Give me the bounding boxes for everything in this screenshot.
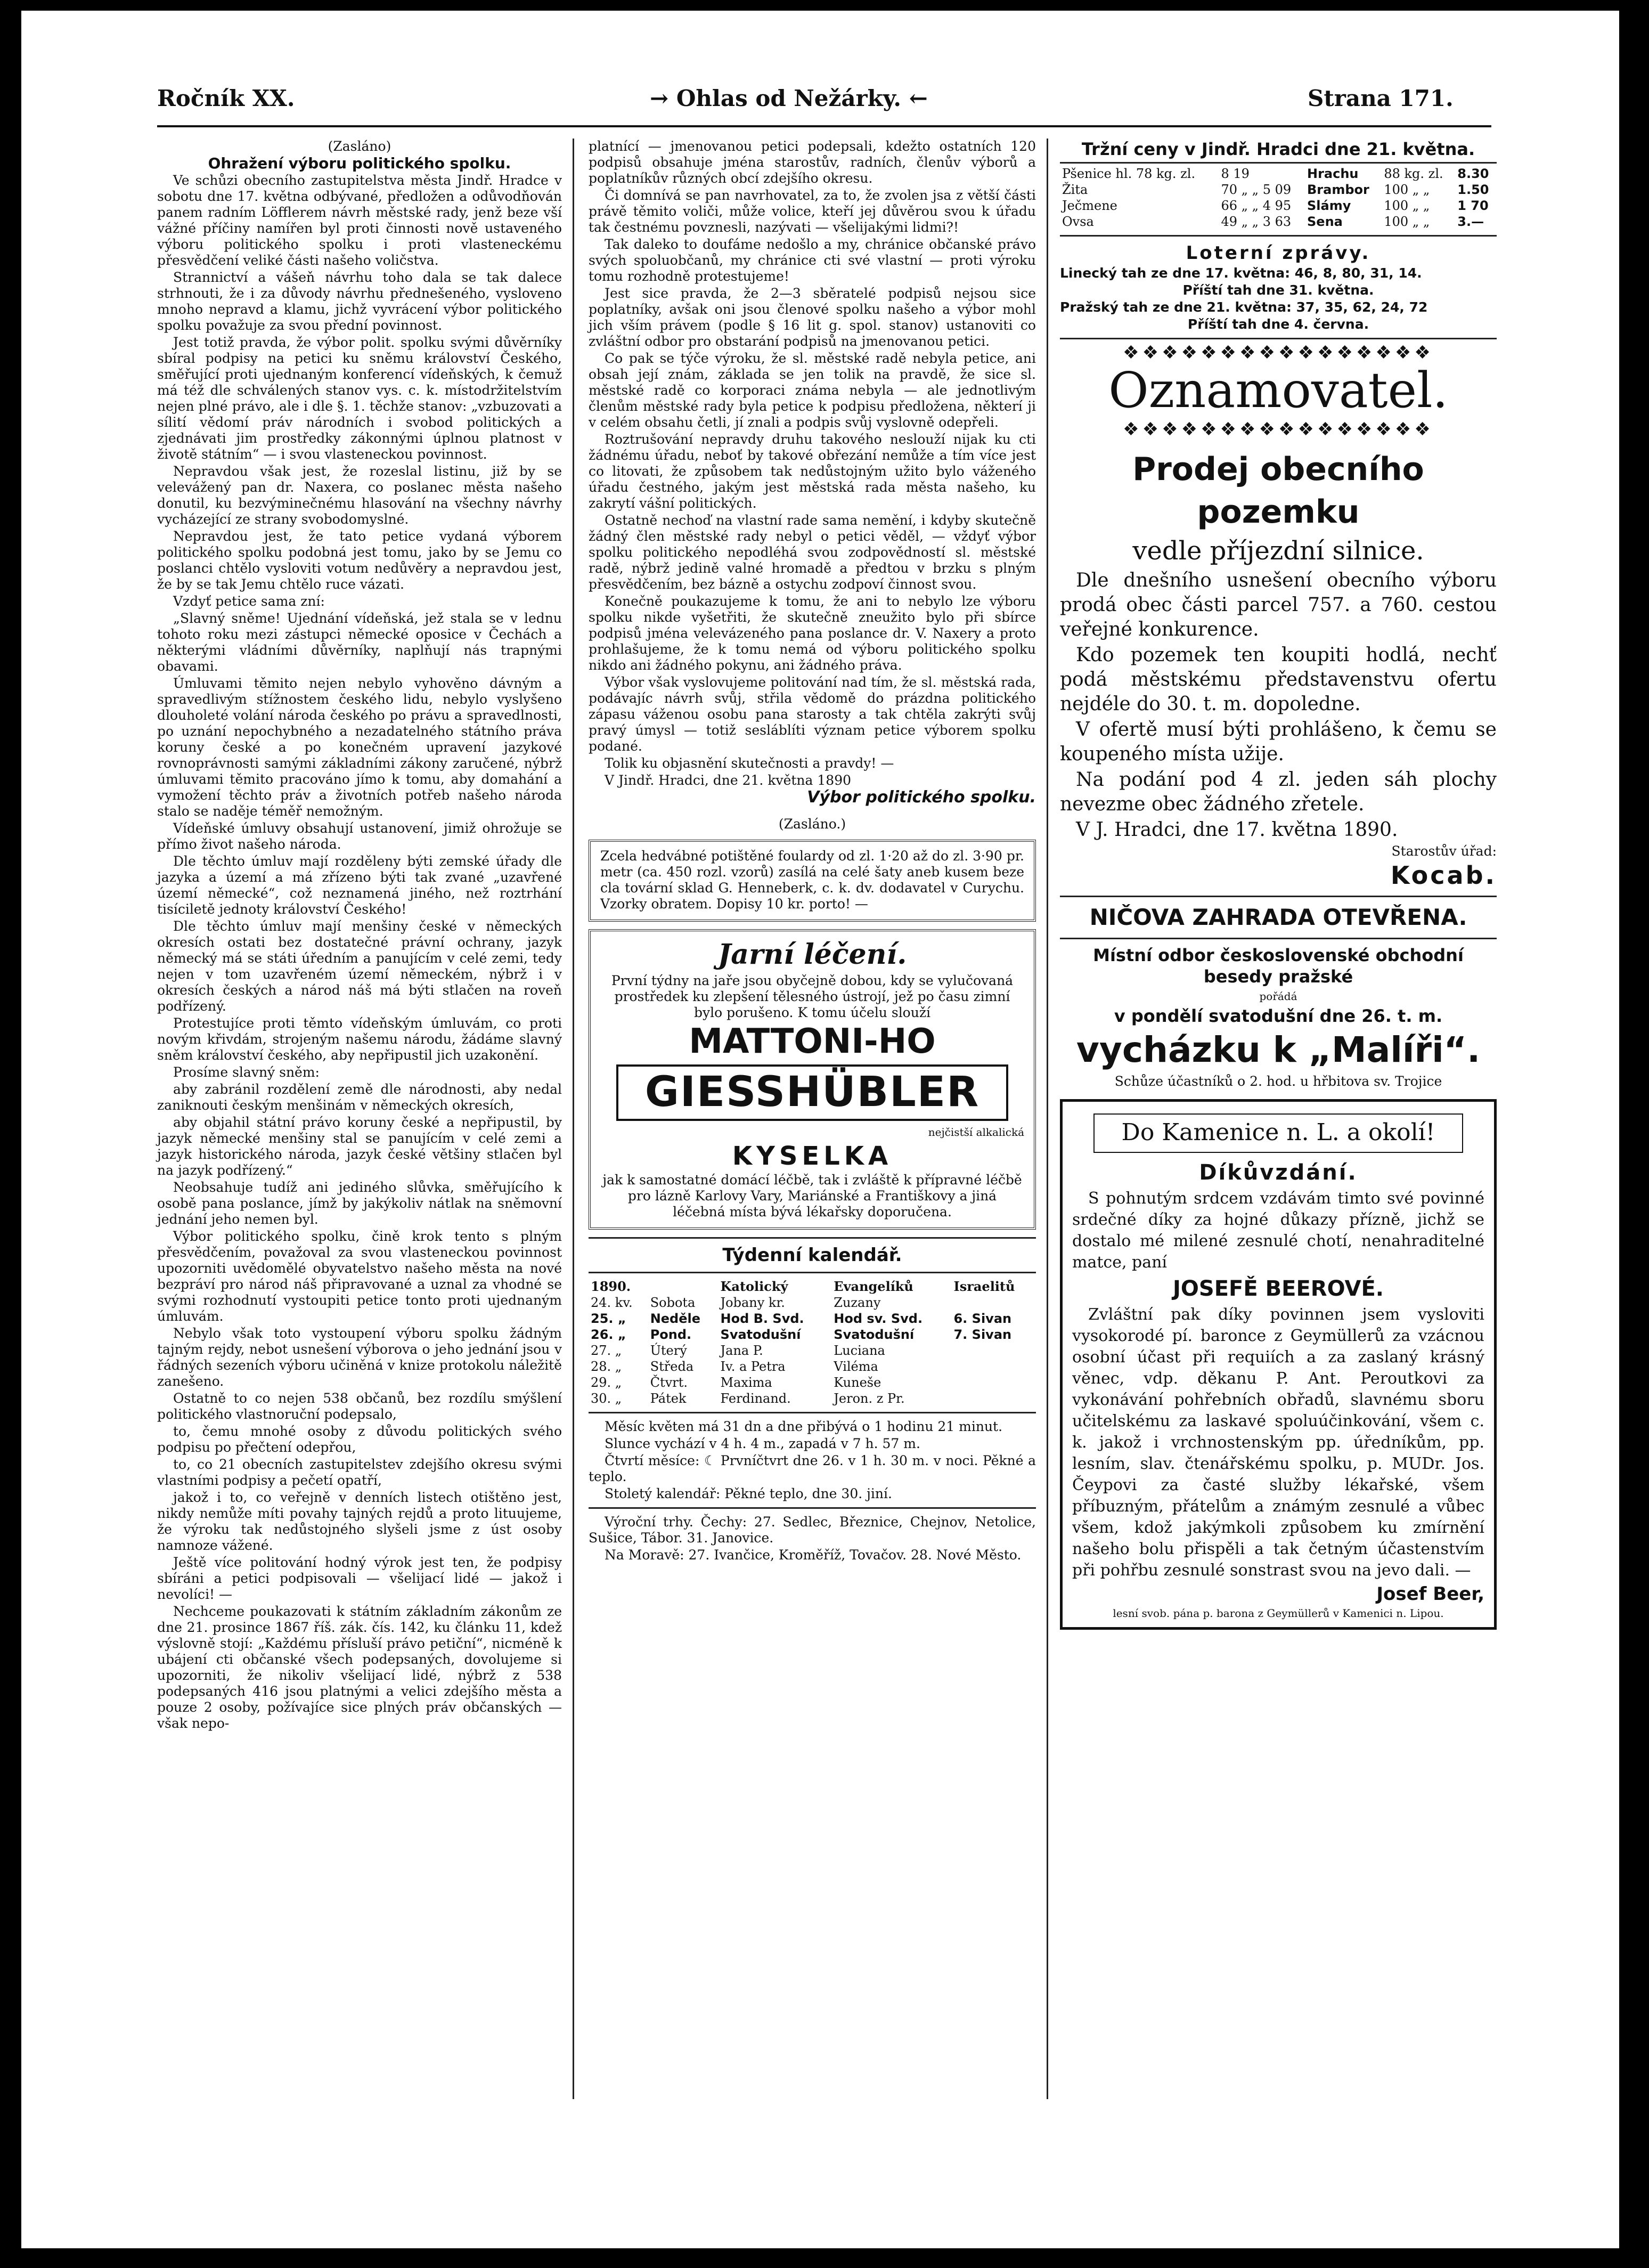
calendar-row [589, 1311, 1036, 1327]
divider [1060, 938, 1497, 939]
calendar-row [589, 1375, 1036, 1391]
calendar-note: Měsíc květen má 31 dn a dne přibývá o 1 hodinu 21 minut. [605, 1419, 1003, 1434]
sale-text: Na podání pod 4 zl. jeden sáh plochy nevezme obec žádného zřetele. [1060, 769, 1497, 815]
trip-organizer: Místní odbor československé obchodní besedy pražské [1093, 945, 1464, 987]
calendar-cell: Svatodušní [720, 1327, 801, 1342]
thanks-signature: Josef Beer, [1376, 1583, 1484, 1605]
divider [589, 1237, 1036, 1239]
paragraph: Ostatně to co nejen 538 občanů, bez rozdílu smýšlení politického vlastnoruční podepsalo, [157, 1391, 562, 1422]
calendar-cell: Luciana [834, 1343, 885, 1358]
paragraph: „Slavný sněme! Ujednání vídeňská, jež stala se v lednu tohoto roku mezi zástupci německé oposice v Čechách a některými vládními důvěrníky, naplňují nás trapnými obavami. [157, 611, 562, 674]
column-1 [157, 139, 562, 1733]
trip-meeting: Schůze účastníků o 2. hod. u hřbitova sv. Trojice [1114, 1074, 1442, 1089]
newspaper-page [21, 11, 1619, 2248]
paragraph: Dle těchto úmluv mají rozděleny býti zemské úřady dle jazyka a území a má zřízeno býti tak zvané „uzavřené území německé“, což neznamená jiného, než roztrhání tisíciletě jednoty království Českého! [157, 853, 562, 917]
calendar-row [589, 1343, 1036, 1359]
prices-cell: Brambor [1307, 182, 1369, 197]
prices-cell: 3.— [1457, 214, 1484, 229]
fairs-text: Výroční trhy. Čechy: 27. Sedlec, Březnice, Chejnov, Netolice, Sušice, Tábor. 31. Janovice. [589, 1514, 1036, 1546]
prices-row [1060, 198, 1497, 214]
sale-subtitle: vedle příjezdní silnice. [1132, 536, 1424, 566]
calendar-table [589, 1279, 1036, 1407]
prices-cell: 100 „ „ [1384, 214, 1430, 229]
calendar-cell: 28. „ [591, 1359, 622, 1374]
paragraph: Jest sice pravda, že 2—3 sběratelé podpisů nejsou sice poplatníky, avšak oni jsou členové spolku našeho a výbor mohl jich vším právem (podle § 16 lit g. spol. stanov) ustanoviti co zvláštní odbor pro obstarání podpisů na jmenovanou petici. [589, 286, 1036, 349]
paragraph: Jest totiž pravda, že výbor polit. spolku svými důvěrníky sbíral podpisy na petici ku sněmu království Českého, směřující proti ujednaným konferencí vídeňských, k čemuž má též dle schválených stanov vys. c. k. místodržitelstvím nejen plné právo, ale i dle §. 1. těchže stanov: „vzbuzovati a sílití vědomí práv národních i svobod politických a zjednávati jim prostředky zákonnými úplnou platnost v životě státním“ — i svou vlasteneckou povinnost. [157, 335, 562, 462]
paragraph: Protestujíce proti těmto vídeňským úmluvám, co proti novým křivdám, strojeným našemu národu, žádáme slavný sněm království českého, aby nepřipustil jich uzakonění. [157, 1015, 562, 1063]
calendar-row [589, 1359, 1036, 1375]
paragraph: Dle těchto úmluv mají menšiny české v německých okresích ostati bez dostatečné právní ochrany, jazyk německý má se státi úředním a panujícím v celé zemi, tedy nejen v tom uzavřeném území německém, nýbrž i v okresích českých a národ náš má býti stlačen na roveň podřízený. [157, 918, 562, 1014]
article-title: Ohražení výboru politického spolku. [208, 155, 511, 172]
mattoni-brand: MATTONI-HO [689, 1022, 936, 1061]
thanks-notice [1060, 1099, 1497, 1630]
page-number: Strana 171. [1308, 85, 1454, 111]
prices-cell: Hrachu [1307, 166, 1359, 181]
prices-cell: 49 „ „ 3 63 [1221, 214, 1292, 229]
calendar-cell: Středa [650, 1359, 694, 1374]
trip-date: v pondělí svatodušní dne 26. t. m. [1114, 1006, 1443, 1026]
trip-title: vycházku k „Malíři“. [1076, 1029, 1481, 1070]
giesshubler-text: GIESSHÜBLER [644, 1068, 980, 1116]
trip-text: pořádá [1259, 990, 1297, 1003]
foulard-ad [589, 840, 1036, 922]
calendar-cell [951, 1359, 1036, 1375]
prices-cell: 8.30 [1457, 166, 1489, 181]
paragraph: aby objahil státní právo koruny české a nepřipustil, by jazyk německé menšiny stal se panujícím v celé zemi a jazyk historického národa, jazyk české většiny stlačen byl na jazyk podřízený.“ [157, 1115, 562, 1178]
prices-cell: 100 „ „ [1384, 182, 1430, 197]
prices-cell: 88 kg. zl. [1384, 166, 1443, 181]
calendar-row [589, 1295, 1036, 1311]
calendar-cell: Iv. a Petra [720, 1359, 786, 1374]
spring-text: První týdny na jaře jsou obyčejně dobou, kdy se vylučovaná prostředek ku zlepšení tělesného ústrojí, jež po času zimní bylo porušeno. K tomu účelu slouží [611, 973, 1014, 1020]
prices-row [1060, 182, 1497, 198]
paragraph: Úmluvami těmito nejen nebylo vyhověno dávným a spravedlivým stížnostem českého lidu, nebylo vyslyšeno dlouholeté volání národa českého po právu a spravedlnosti, po uznání nepochybného a nezadatelného státního práva koruny české a po konečném upravení jazykové rovnoprávnosti samými základními zákony zaručené, nýbrž úmluvami těmito pracováno jímo k tomu, aby domahání a vymožení těchto práv a životních potřeb našeho národa stalo se naděje téměř nemožným. [157, 676, 562, 819]
calendar-cell: Hod sv. Svd. [834, 1311, 923, 1326]
paragraph: Ve schůzi obecního zastupitelstva města Jindř. Hradce v sobotu dne 17. května odbývané, předložen a odůvodňován panem radním Löfflerem návrh městské rady, jenž beze vší vážné příčiny namířen byl proti činnosti nově ustaveného výboru politického spolku i proti vlasteneckému přesvědčení veliké části našeho voličstva. [157, 173, 562, 268]
thanks-name: JOSEFĚ BEEROVÉ. [1173, 1277, 1384, 1301]
spring-title: Jarní léčení. [717, 938, 907, 971]
lotto-linz-next: Příští tah dne 31. května. [1182, 282, 1374, 298]
sale-signature: Kocab. [1390, 861, 1497, 890]
divider [589, 1272, 1036, 1273]
lotto-linz: Linecký tah ze dne 17. května: 46, 8, 80, 31, 14. [1060, 265, 1422, 281]
volume-label: Ročník XX. [157, 85, 295, 111]
column-2 [589, 139, 1036, 1564]
garden-notice: NIČOVA ZAHRADA OTEVŘENA. [1089, 904, 1467, 930]
calendar-cell: 27. „ [591, 1343, 622, 1358]
calendar-cell: Jeron. z Pr. [834, 1391, 905, 1406]
ornament-border-icon: ❖❖❖❖❖❖❖❖❖❖❖❖❖❖❖❖ [1123, 342, 1434, 363]
prices-cell: Ječmene [1062, 198, 1117, 213]
calendar-note: Stoletý kalendář: Pěkné teplo, dne 30. jiní. [605, 1486, 892, 1501]
paragraph: Nechceme poukazovati k státním základním zákonům ze dne 21. prosince 1867 říš. zák. čís. 142, ku článku 11, kdež výslovně stojí: „Každému přísluší právo petiční“, nicméně k ubájení cti občanské všech podepsaných, dovolujeme si upozorniti, že nikoliv všelijací lidé, nýbrž z 538 podepsaných 416 jsou platnými a velici zdejšího města a pouze 2 osoby, požívajíce sice plných práv občanských — však nepo- [157, 1604, 562, 1731]
calendar-cell [951, 1375, 1036, 1391]
prices-cell: 100 „ „ [1384, 198, 1430, 213]
sale-text: Kdo pozemek ten koupiti hodlá, nechť podá městskému představenstvu ofertu nejdéle do 30. t. m. dopoledne. [1060, 644, 1497, 715]
calendar-cell: 25. „ [591, 1311, 626, 1326]
paragraph: Nebylo však toto vystoupení výboru spolku žádným tajným rejdy, nebot usnešení výborova o jeho jednání jsou v řádných sezeních výboru učiněná v knize protokolu náležitě zanešeno. [157, 1326, 562, 1389]
column-rule [573, 139, 574, 2099]
paragraph: Ostatně nechoď na vlastní rade sama nemění, i kdyby skutečně žádný člen městské rady nebyl o petici věděl, — vždyť výbor spolku politického nepodléhá svou zodpovědností sl. městské radě, nýbrž jedině valné hromadě a předtou v brzku s plným přesvědčením, bez bázně a ostychu zodpoví činnost svou. [589, 513, 1036, 592]
prices-row [1060, 166, 1497, 182]
thanks-header: Do Kamenice n. L. a okolí! [1121, 1119, 1435, 1146]
calendar-header: 1890. [591, 1279, 631, 1294]
masthead-title: → Ohlas od Nežárky. ← [650, 85, 928, 111]
calendar-cell: Svatodušní [834, 1327, 915, 1342]
paragraph: Roztrušování nepravdy druhu takového neslouží nijak ku cti žádnému úřadu, neboť by takové obřezání nemůže a tím více jest co litovati, že způsobem tak nedůstojným užito bylo váženého úřadu čestného, jakým jest městská rada města našeho, ku zakrytí vášní politických. [589, 432, 1036, 511]
lotto-prague-next: Příští tah dne 4. června. [1187, 316, 1369, 332]
prices-cell: Pšenice hl. 78 kg. zl. [1062, 166, 1196, 181]
column-rule [1047, 139, 1048, 2099]
prices-cell: 66 „ „ 4 95 [1221, 198, 1292, 213]
sale-place-date: V J. Hradci, dne 17. května 1890. [1076, 819, 1398, 841]
paragraph: Či domnívá se pan navrhovatel, za to, že zvolen jsa z větší části právě těmito voliči, může volice, kteří jej důvěrou svou k úřadu tak čestnému povznesli, nazývati — všelijakými lidmi?! [589, 188, 1036, 235]
mattoni-ad [589, 929, 1036, 1230]
zaslano-label-2: (Zasláno.) [778, 816, 846, 832]
paragraph: jakož i to, co veřejně v denních listech otištěno jest, nikdy nemůže míti povahy tajných rejdů a proto lituujeme, že výroku tak nedůstojného slyšeli jsme z úst osoby namnoze vážené. [157, 1490, 562, 1553]
calendar-cell: Sobota [650, 1295, 696, 1310]
calendar-cell: Viléma [834, 1359, 878, 1374]
calendar-cell: Hod B. Svd. [720, 1311, 804, 1326]
paragraph: Vzdyť petice sama zní: [173, 594, 325, 609]
sale-text: Dle dnešního usnešení obecního výboru prodá obec části parcel 757. a 760. cestou veřejné konkurence. [1060, 570, 1497, 640]
paragraph: Vídeňské úmluvy obsahují ustanovení, jimiž ohrožuje se přímo život našeho národa. [157, 820, 562, 852]
calendar-cell: Úterý [650, 1343, 687, 1358]
calendar-header [648, 1279, 719, 1295]
calendar-note: Čtvrtí měsíce: ☾ Prvníčtvrt dne 26. v 1 h. 30 m. v noci. Pěkné a teplo. [589, 1453, 1036, 1484]
paragraph: Tak daleko to doufáme nedošlo a my, chránice občanské právo svých spoluobčanů, my chránice cti své vlastní — proti výroku tomu rozhodně protestujeme! [589, 237, 1036, 284]
prices-cell: 8 19 [1221, 166, 1250, 181]
calendar-cell: Kuneše [834, 1375, 881, 1390]
prices-row [1060, 214, 1497, 230]
thanks-header-box [1093, 1113, 1463, 1153]
ornament-border-icon: ❖❖❖❖❖❖❖❖❖❖❖❖❖❖❖❖ [1123, 419, 1434, 440]
calendar-header: Israelitů [953, 1279, 1015, 1294]
thanks-title: Díkůvzdání. [1199, 1160, 1358, 1185]
calendar-cell: Pond. [650, 1327, 692, 1342]
thanks-signature-title: lesní svob. pána p. barona z Geymüllerů v Kamenici n. Lipou. [1113, 1607, 1444, 1620]
paragraph: Tolik ku objasnění skutečnosti a pravdy! — [605, 755, 894, 771]
giesshubler-banner [616, 1064, 1008, 1121]
prices-table [1060, 166, 1497, 230]
calendar-cell [951, 1295, 1036, 1311]
paragraph: Nepravdou jest, že tato petice vydaná výborem politického spolku podobná jest tomu, jako by se Jemu co poslanci chtělo vysloviti votum nedůvěry a nepravdou jest, že by se tak Jemu chtělo ruce vázati. [157, 529, 562, 592]
paragraph: platnící — jmenovanou petici podepsali, kdežto ostatních 120 podpisů obsahuje jména starostův, radních, členův výborů a poplatníkův různých obcí zdejšího okresu. [589, 139, 1036, 186]
mattoni-sub: nejčistší alkalická [928, 1126, 1024, 1139]
divider [1060, 896, 1497, 897]
calendar-row [589, 1327, 1036, 1343]
calendar-cell: Maxima [720, 1375, 772, 1390]
sale-text: V ofertě musí býti prohlášeno, k čemu se koupeného místa užije. [1060, 719, 1497, 765]
sale-title: Prodej obecního pozemku [1132, 451, 1424, 531]
calendar-cell: Zuzany [834, 1295, 881, 1310]
prices-cell: Žita [1062, 182, 1088, 197]
prices-cell: Ovsa [1062, 214, 1094, 229]
calendar-cell: Ferdinand. [720, 1391, 791, 1406]
calendar-row [589, 1391, 1036, 1407]
oznamovatel-title: Oznamovatel. [1108, 362, 1448, 419]
calendar-cell: 26. „ [591, 1327, 626, 1342]
zaslano-label: (Zasláno) [328, 139, 391, 154]
mattoni-text: jak k samostatné domácí léčbě, tak i zvláště k přípravné léčbě pro lázně Karlovy Vary, Mariánské a Františkovy a jiná léčebná místa bývá lékařsky doporučena. [602, 1172, 1022, 1220]
thanks-text: Zvláštní pak díky povinnen jsem vysloviti vysokorodé pí. baronce z Geymüllerů za vzácnou osobní účast při requiích a za zaslaný krásný věnec, vdp. děkanu P. Ant. Peroutkovi za vykonávání pohřebních obřadů, slavnému sboru učitelskému za laskavé spoluúčinkování, všem c. k. jakož i vrchnostenským pp. úředníkům, pp. lesním, slav. čtenářskému spolku, p. MUDr. Jos. Čeypovi za časté služby lékařské, všem příbuzným, přátelům a známým zesnulé a vůbec všem, kdož jakýmkoli způsobem ku zmírnění našeho bolu přispěli a tak četným účastenstvím při pohřbu zesnulé sonstrast svou na jevo dali. — [1072, 1305, 1484, 1580]
lotto-prague: Pražský tah ze dne 21. května: 37, 35, 62, 24, 72 [1060, 299, 1428, 315]
paragraph: Nepravdou však jest, že rozeslal listinu, již by se velevážený pan dr. Naxera, co poslanec města našeho donutil, ku bezvýminečnému hlasování na všechny návrhy vycházející ze strany svobodomyslné. [157, 464, 562, 527]
prices-cell: Slámy [1307, 198, 1351, 213]
paragraph: Co pak se týče výroku, že sl. městské radě nebyla petice, ani obsah její znám, základa se jen tolik na pravdě, že sice sl. městské radě co korporaci známa nebyla — ale jednotlivým členům městské rady byla petice k podpisu předložena, některí ji v celém obsahu četli, jí znali a podpis svůj vyslovně odepřeli. [589, 351, 1036, 430]
paragraph: aby zabránil rozdělení země dle národnosti, aby nedal zaniknouti českým menšinám v německých okresích, [157, 1082, 562, 1113]
kyselka-text: KYSELKA [732, 1141, 893, 1171]
paragraph: Výbor politického spolku, čině krok tento s plným přesvědčením, považoval za svou vlasteneckou povinnost upozorniti uvědomělé obyvatelstvo našeho města na nové bezpráví pro národ náš připravované a uznal za vhodné se svými rozhodnutí vystoupiti petice tonto proti ujednaným úmluvám. [157, 1229, 562, 1324]
column-3 [1060, 139, 1497, 1637]
calendar-cell: Neděle [650, 1311, 701, 1326]
calendar-cell: 7. Sivan [953, 1327, 1012, 1342]
calendar-cell: Pátek [650, 1391, 687, 1406]
prices-cell: 1.50 [1457, 182, 1489, 197]
article-place-date: V Jindř. Hradci, dne 21. května 1890 [605, 773, 852, 788]
calendar-title: Týdenní kalendář. [722, 1245, 902, 1266]
header-rule [157, 125, 1491, 127]
divider [1060, 162, 1497, 164]
calendar-note: Slunce vychází v 4 h. 4 m., zapadá v 7 h. 57 m. [605, 1436, 920, 1451]
calendar-cell [951, 1343, 1036, 1359]
paragraph: Výbor však vyslovujeme politování nad tím, že sl. městská rada, podávajíc návrh svůj, střila vědomě do prázdna politického zápasu váženou osobu pana starosty a tak chtěla zakrýti svůj pravý úmysl — totiž sesláblíti význam petice výborem spolku podané. [589, 674, 1036, 754]
lotto-title: Loterní zprávy. [1186, 242, 1371, 264]
calendar-cell: Čtvrt. [650, 1375, 688, 1390]
paragraph: Konečně poukazujeme k tomu, že ani to nebylo lze výboru spolku nikde vyšetřiti, že skutečně zneužito bylo při sbírce podpisů jména velevázeného pana poslance dr. V. Naxery a proto prohlašujeme, že k tomu nemá od výboru politického spolku nikdo ani žádného pokynu, ani žádného práva. [589, 594, 1036, 673]
calendar-cell [951, 1391, 1036, 1407]
paragraph: to, co 21 obecních zastupitelstev zdejšího okresu svými vlastními podpisy a pečetí opatří, [157, 1457, 562, 1488]
prices-cell: 1 70 [1457, 198, 1489, 213]
prices-cell: 70 „ „ 5 09 [1221, 182, 1292, 197]
prices-cell: Sena [1307, 214, 1343, 229]
foulard-ad-text: Zcela hedvábné potištěné foulardy od zl. 1·20 až do zl. 3·90 pr. metr (ca. 450 rozl. vzorů) zasílá na celé šaty aneb kusem beze cla tovární sklad G. Henneberk, c. k. dv. dodavatel v Curychu. Vzorky obratem. Dopisy 10 kr. porto! — [600, 848, 1024, 912]
calendar-cell: 30. „ [591, 1391, 622, 1406]
divider [589, 1507, 1036, 1509]
paragraph: Strannictví a vášeň návrhu toho dala se tak dalece strhnouti, že i za důvody návrhu přednešeného, vysloveno mnoho nepravd a klamu, jichž vyvrácení výbor politického spolku považuje za svou přední povinnost. [157, 270, 562, 333]
calendar-cell: Jobany kr. [720, 1295, 785, 1310]
calendar-header: Evangelíků [834, 1279, 913, 1294]
paragraph: Neobsahuje tudíž ani jediného slůvka, směřujícího k osobě pana poslance, jímž by jakýkoliv nátlak na sněmovní jednání jeho nemen byl. [157, 1180, 562, 1227]
paragraph: to, čemu mnohé osoby z důvodu politických svého podpisu po přečtení odepřou, [157, 1424, 562, 1455]
article-signature: Výbor politického spolku. [807, 788, 1036, 807]
sale-office: Starostův úřad: [1391, 843, 1497, 859]
calendar-cell: Jana P. [720, 1343, 763, 1358]
divider [1060, 338, 1497, 339]
calendar-cell: 6. Sivan [953, 1311, 1012, 1326]
prices-title: Tržní ceny v Jindř. Hradci dne 21. května. [1081, 139, 1475, 159]
calendar-cell: 24. kv. [591, 1295, 633, 1310]
paragraph: Ještě více politování hodný výrok jest ten, že podpisy sbíráni a petici podpisovali — všelijací lidé — jakož i nevolíci! — [157, 1555, 562, 1602]
thanks-text: S pohnutým srdcem vzdávám timto své povinné srdečné díky za hojné důkazy přízně, jichž se dostalo mé milené zesnulé chotí, nenahraditelné matce, paní [1072, 1189, 1484, 1272]
divider [589, 1412, 1036, 1413]
paragraph: Prosíme slavný sněm: [173, 1064, 320, 1080]
fairs-text: Na Moravě: 27. Ivančice, Kroměříž, Tovačov. 28. Nové Město. [605, 1547, 1022, 1563]
calendar-header: Katolický [720, 1279, 788, 1294]
divider [1060, 235, 1497, 237]
calendar-cell: 29. „ [591, 1375, 622, 1390]
